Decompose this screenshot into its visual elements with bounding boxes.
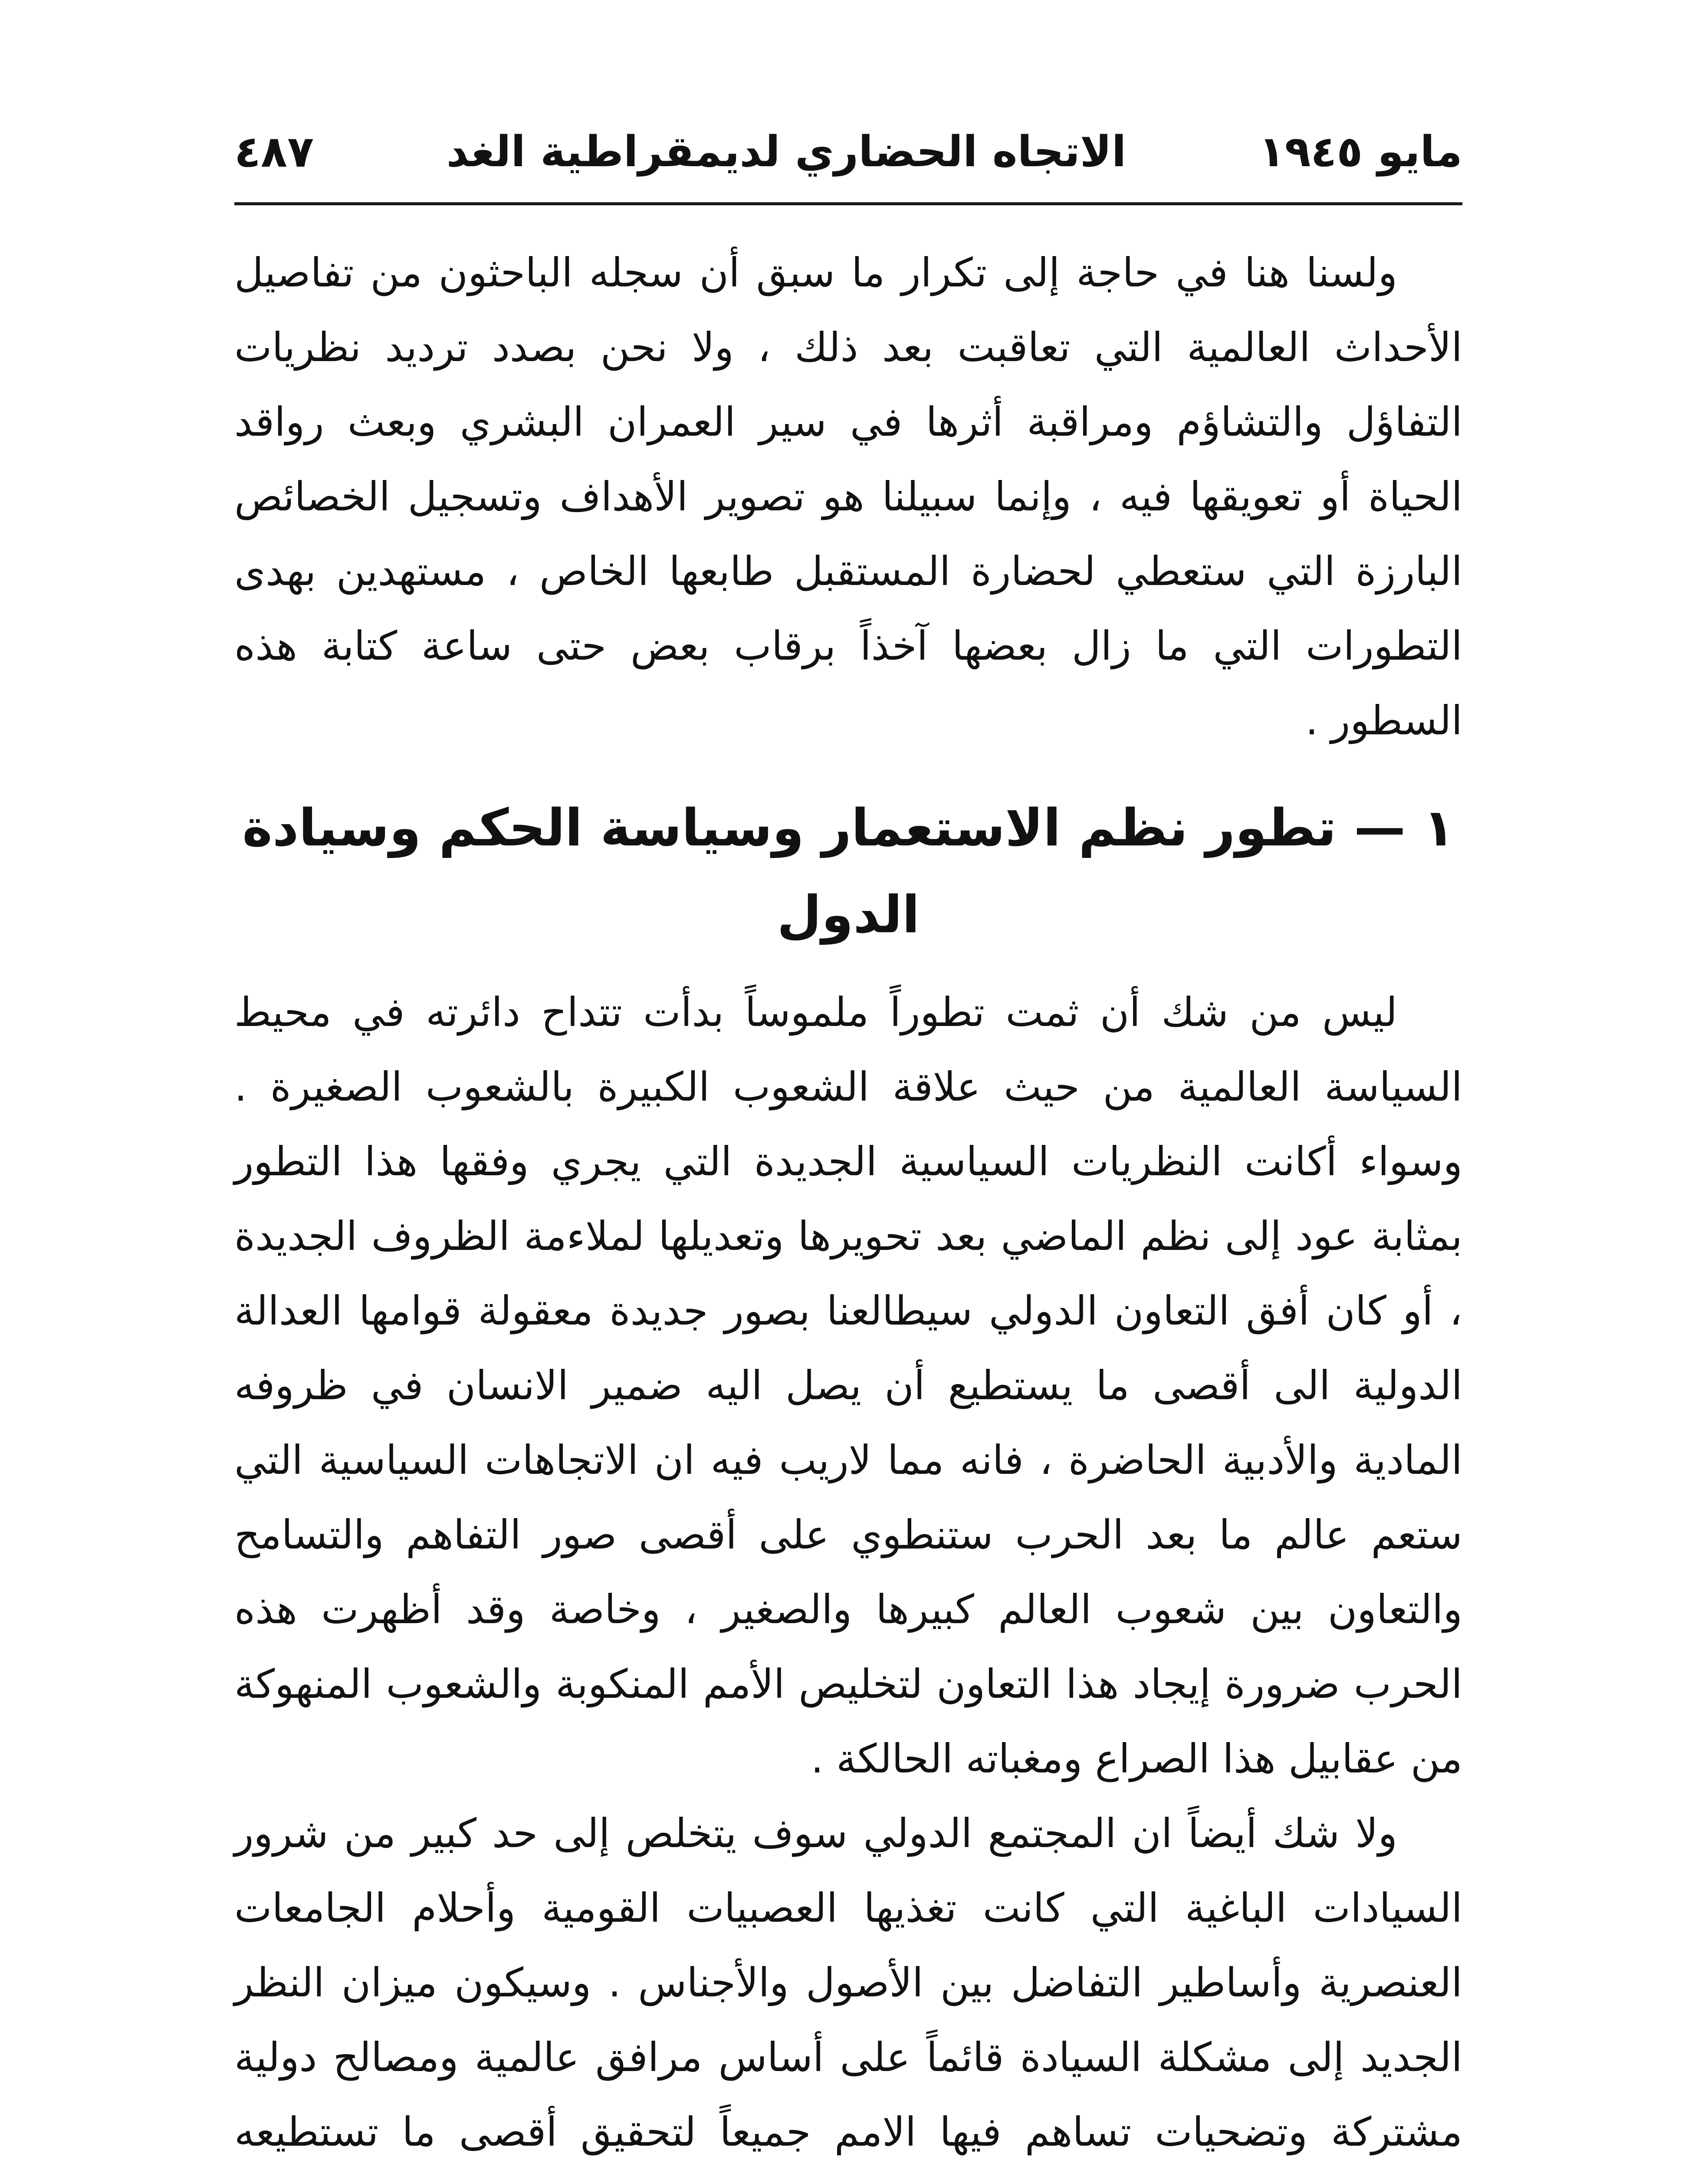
document-page	[234, 100, 1462, 2170]
page-header	[234, 100, 1462, 178]
body-paragraph-2: ولا شك أيضاً ان المجتمع الدولي سوف يتخلص إلى حد كبير من شرور السيادات الباغية التي كانت تغذيها العصبيات القومية وأحلام الجامعات العنصرية وأساطير التفاضل بين الأصول والأجناس . وسيكون ميزان النظر الجديد إلى مشكلة السيادة قائماً على أساس مرافق عالمية ومصالح دولية مشتركة وتضحيات تساهم فيها الامم جميعاً لتحقيق أقصى ما تستطيعه	[234, 1810, 1462, 2155]
running-title: الاتجاه الحضاري لديمقراطية الغد	[446, 127, 1127, 177]
header-rule	[234, 202, 1462, 205]
issue-date: مايو ١٩٤٥	[1258, 127, 1462, 177]
section-heading: ١ — تطور نظم الاستعمار وسياسة الحكم وسيادة الدول	[242, 798, 1455, 944]
body-paragraph-1: ليس من شك أن ثمت تطوراً ملموساً بدأت تتداح دائرته في محيط السياسة العالمية من حيث علاقة الشعوب الكبيرة بالشعوب الصغيرة . وسواء أكانت النظريات السياسية الجديدة التي يجري وفقها هذا التطور بمثابة عود إلى نظم الماضي بعد تحويرها وتعديلها لملاءمة الظروف الجديدة ، أو كان أفق التعاون الدولي سيطالعنا بصور جديدة معقولة قوامها العدالة الدولية الى أقصى ما يستطيع أن يصل اليه ضمير الانسان في ظروفه المادية والأدبية الحاضرة ، فانه مما لاريب فيه ان الاتجاهات السياسية التي ستعم عالم ما بعد الحرب ستنطوي على أقصى صور التفاهم والتسامح والتعاون بين شعوب العالم كبيرها والصغير ، وخاصة وقد أظهرت هذه الحرب ضرورة إيجاد هذا التعاون لتخليص الأمم المنكوبة والشعوب المنهوكة من عقابيل هذا الصراع ومغباته الحالكة .	[234, 989, 1462, 1782]
page-number: ٤٨٧	[234, 126, 314, 177]
intro-paragraph: ولسنا هنا في حاجة إلى تكرار ما سبق أن سجله الباحثون من تفاصيل الأحداث العالمية التي تعاقبت بعد ذلك ، ولا نحن بصدد ترديد نظريات التفاؤل والتشاؤم ومراقبة أثرها في سير العمران البشري وبعث رواقد الحياة أو تعويقها فيه ، وإنما سبيلنا هو تصوير الأهداف وتسجيل الخصائص البارزة التي ستعطي لحضارة المستقبل طابعها الخاص ، مستهدين بهدى التطورات التي ما زال بعضها آخذاً برقاب بعض حتى ساعة كتابة هذه السطور .	[234, 250, 1462, 744]
